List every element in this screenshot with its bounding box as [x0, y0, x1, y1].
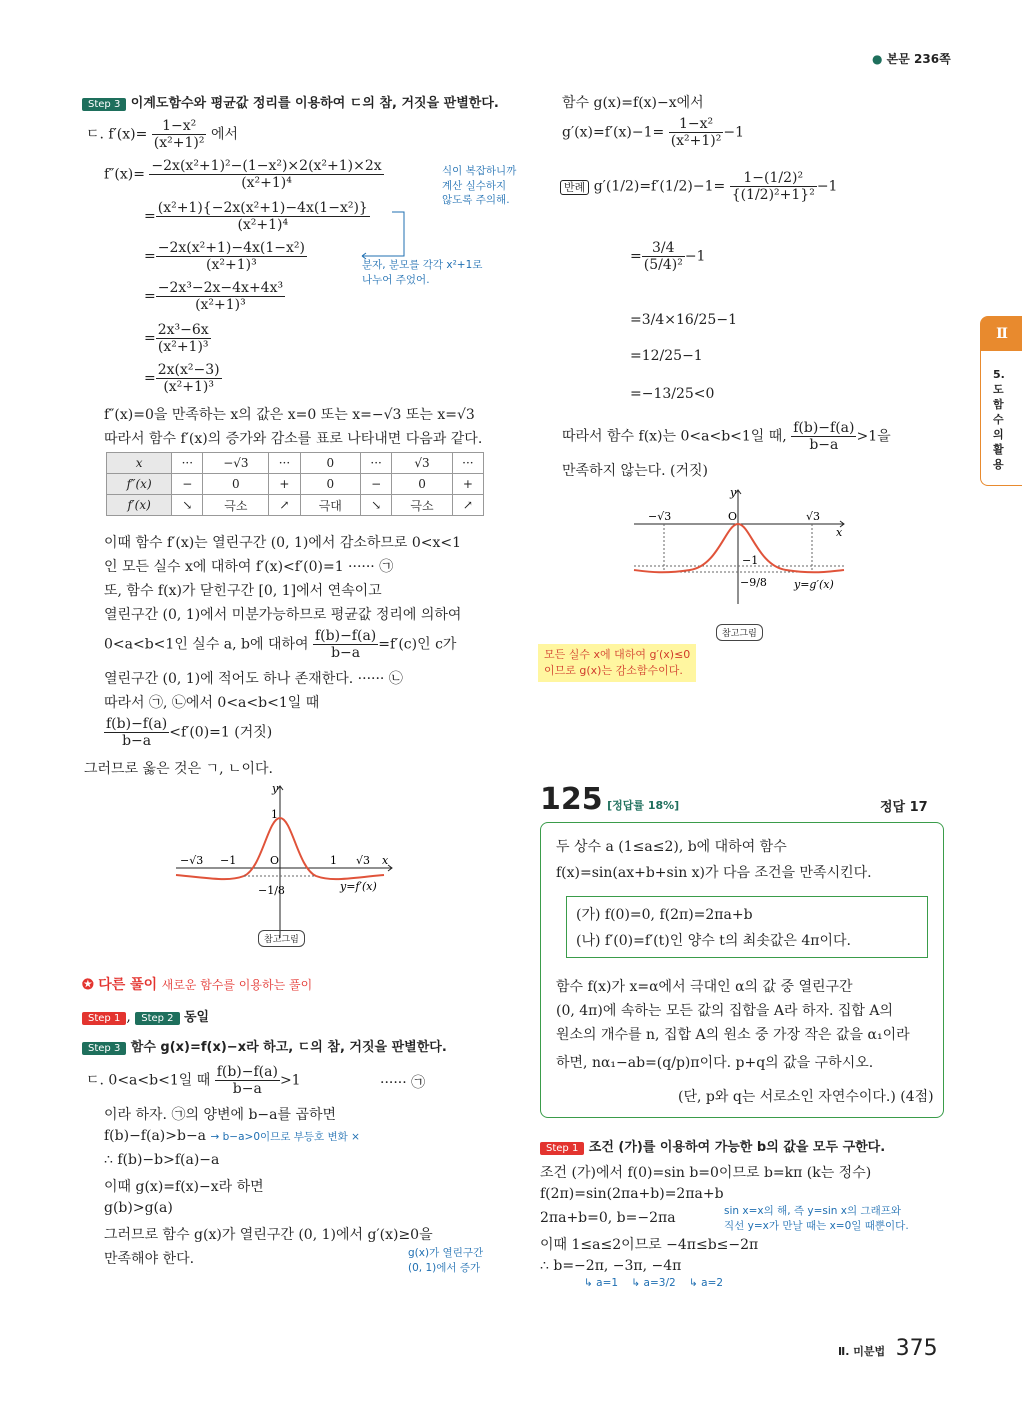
r-line-7: =−13/25<0 — [630, 386, 715, 402]
alt-line-2: 이라 하자. ㉠의 양변에 b−a를 곱하면 — [104, 1107, 337, 1123]
alt-step3: Step 3 함수 g(x)=f(x)−x라 하고, ㄷ의 참, 거짓을 판별한다. — [82, 1036, 447, 1055]
label-one: 1 — [271, 808, 278, 821]
line-7: = $\frac{\text{2x(x²−3)}}{\text{(x²+1)³}}$ — [144, 362, 220, 395]
alt-tag: ······ ㉠ — [380, 1075, 426, 1091]
figure-caption: 참고그림 — [716, 624, 763, 641]
line-3: = $\frac{\text{(x²+1)\{−2x(x²+1)−4x(1−x²)\}}}{\text{(x²+1)⁴}}$ — [144, 200, 368, 233]
chapter-tab[interactable] — [980, 316, 1022, 486]
q-line-7: (단, p와 q는 서로소인 자연수이다.) (4점) — [678, 1089, 934, 1105]
sign-table — [106, 452, 484, 516]
alt-icon: ✪ — [82, 977, 94, 993]
page-reference: ● 본문 236쪽 — [872, 52, 951, 66]
q-line-1: 두 상수 a (1≤a≤2), b에 대하여 함수 — [556, 839, 787, 855]
alt-line-3: f(b)−f(a)>b−a → b−a>0이므로 부등호 변화 × — [104, 1128, 360, 1144]
figure-caption: 참고그림 — [258, 930, 305, 947]
y-label: y — [272, 782, 279, 795]
para-6: 열린구간 (0, 1)에 적어도 하나 존재한다. ······ ㉡ — [104, 671, 403, 687]
q-line-5: 원소의 개수를 n, 집합 A의 원소 중 가장 작은 값을 α₁이라 — [556, 1027, 910, 1043]
note-divide: 분자, 분모를 각각 x²+1로 나누어 주었어. — [362, 259, 483, 286]
sol-line-3: 2πa+b=0, b=−2πa — [540, 1210, 676, 1226]
q-line-2: f(x)=sin(ax+b+sin x)가 다음 조건을 만족시킨다. — [556, 865, 872, 881]
line-2: f″(x)= $\frac{\text{−2x(x²+1)²−(1−x²)×2(x²+1)×2x}}{\text{(x²+1)⁴}}$ — [104, 158, 382, 191]
label-min: −1/8 — [258, 884, 285, 897]
line-6: = $\frac{\text{2x³−6x}}{\text{(x²+1)³}}$ — [144, 322, 209, 355]
label-root3: √3 — [356, 854, 371, 867]
label-neg1: −1 — [220, 854, 237, 867]
sol-line-4: 이때 1≤a≤2이므로 −4π≤b≤−2π — [540, 1237, 759, 1253]
step3-header — [82, 92, 499, 111]
chapter-title: 5. 도함수의 활용 — [993, 368, 1005, 471]
alt-line-7: 그러므로 함수 g(x)가 열린구간 (0, 1)에서 g′(x)≥0을 — [104, 1227, 433, 1243]
problem-number: 125 [정답률 18%] — [540, 782, 680, 817]
para-4: 열린구간 (0, 1)에서 미분가능하므로 평균값 정리에 의하여 — [104, 607, 462, 623]
label-pos1: 1 — [330, 854, 337, 867]
label-neg-root3: −√3 — [180, 854, 204, 867]
alt-steps: Step 1 , Step 2 동일 — [82, 1006, 209, 1025]
para-7: 따라서 ㉠, ㉡에서 0<a<b<1일 때 — [104, 695, 320, 711]
highlight-note: 모든 실수 x에 대하여 g′(x)≤0 이므로 g(x)는 감소함수이다. — [538, 644, 696, 682]
table-row: f″(x) − 0 + 0 − 0 + — [107, 474, 484, 495]
step-badge: Step 3 — [82, 98, 126, 111]
label-min: −9/8 — [740, 576, 767, 589]
line-8: f″(x)=0을 만족하는 x의 값은 x=0 또는 x=−√3 또는 x=√3 — [104, 407, 475, 423]
alt-line-6: g(b)>g(a) — [104, 1200, 173, 1216]
alt-line-8: 만족해야 한다. — [104, 1251, 195, 1267]
condition-b: (나) f′(0)=f′(t)인 양수 t의 최솟값은 4π이다. — [576, 933, 851, 949]
r-line-2: g′(x)=f′(x)−1= $\frac{\text{1−x²}}{\text{(x²+1)²}}$ −1 — [562, 116, 745, 149]
page-number: 375 — [895, 1336, 938, 1361]
alt-note-increase: g(x)가 열린구간 (0, 1)에서 증가 — [408, 1247, 484, 1274]
r-line-6: =12/25−1 — [630, 348, 703, 364]
r-line-9: 만족하지 않는다. (거짓) — [562, 463, 708, 479]
line-9: 따라서 함수 f′(x)의 증가와 감소를 표로 나타내면 다음과 같다. — [104, 431, 483, 447]
r-line-8: 따라서 함수 f(x)는 0<a<b<1일 때, $\frac{f(b)-f(a)}{b-a}$ >1을 — [562, 420, 891, 453]
label-root3: √3 — [806, 510, 821, 523]
label-origin: O — [270, 854, 280, 867]
line-1: ㄷ. f′(x)= $\frac{\text{1−x²}}{\text{(x²+1)²}}$ 에서 — [86, 118, 238, 151]
r-line-5: =3/4×16/25−1 — [630, 312, 737, 328]
y-label: y — [730, 486, 737, 499]
circle-icon: ● — [872, 52, 883, 66]
para-8: $\frac{f(b)-f(a)}{b-a}$ <f′(0)=1 (거짓) — [106, 716, 273, 749]
note-careful: 식이 복잡하니까 계산 실수하지 않도록 주의해. — [442, 165, 517, 207]
label-neg-root3: −√3 — [648, 510, 672, 523]
sol-line-2: f(2π)=sin(2πa+b)=2πa+b — [540, 1186, 724, 1202]
alt-note-sign: → b−a>0이므로 부등호 변화 × — [210, 1131, 360, 1143]
sol-line-5: ∴ b=−2π, −3π, −4π — [540, 1258, 682, 1274]
line-4: = $\frac{\text{−2x(x²+1)−4x(1−x²)}}{\text{(x²+1)³}}$ — [144, 240, 305, 273]
label-function: y=g′(x) — [794, 578, 834, 591]
alt-solution-header: ✪ 다른 풀이 새로운 함수를 이용하는 풀이 — [82, 977, 313, 993]
q-line-3: 함수 f(x)가 x=α에서 극대인 α의 값 중 열린구간 — [556, 979, 853, 995]
table-row: f′(x) ↘ 극소 ↗ 극대 ↘ 극소 ↗ — [107, 495, 484, 516]
counterexample-badge: 반례 — [560, 180, 589, 195]
footer — [838, 1336, 938, 1361]
condition-a: (가) f(0)=0, f(2π)=2πa+b — [576, 907, 753, 923]
alt-line-1: ㄷ. 0<a<b<1일 때 $\frac{f(b)-f(a)}{b-a}$ >1 — [86, 1064, 301, 1097]
label-minus1: −1 — [742, 554, 759, 567]
sol-note: sin x=x의 해, 즉 y=sin x의 그래프와 직선 y=x가 만날 때는 x=0일 때뿐이다. — [724, 1205, 909, 1232]
para-3: 또, 함수 f(x)가 닫힌구간 [0, 1]에서 연속이고 — [104, 583, 382, 599]
sol-a-values: ↳ a=1 ↳ a=3/2 ↳ a=2 — [584, 1277, 724, 1289]
problem-answer: 정답 17 — [880, 800, 928, 815]
fraction: $\frac{\text{1−x²}}{\text{(x²+1)²}}$ — [153, 118, 205, 151]
x-label: x — [836, 526, 843, 539]
r-line-1: 함수 g(x)=f(x)−x에서 — [562, 95, 704, 111]
graph-f-prime — [170, 778, 400, 948]
graph-g-prime — [630, 484, 850, 614]
footer-section: Ⅱ. 미분법 — [838, 1345, 886, 1358]
x-label: x — [382, 854, 389, 867]
q-line-6: 하면, nα₁−ab=(q/p)π이다. p+q의 값을 구하시오. — [556, 1055, 874, 1071]
alt-line-4: ∴ f(b)−b>f(a)−a — [104, 1152, 220, 1168]
table-row: x ··· −√3 ··· 0 ··· √3 ··· — [107, 453, 484, 474]
chapter-numeral: Ⅱ — [981, 317, 1022, 351]
para-1: 이때 함수 f′(x)는 열린구간 (0, 1)에서 감소하므로 0<x<1 — [104, 535, 462, 551]
para-5: 0<a<b<1인 실수 a, b에 대하여 $\frac{f(b)-f(a)}{b-a}$ =f′(c)인 c가 — [104, 628, 457, 661]
r-line-3: 반례 g′(1/2)=f′(1/2)−1= $\frac{\text{1−(1/2)²}}{\text{\{(1/2)²+1\}²}}$ −1 — [560, 170, 837, 203]
alt-line-5: 이때 g(x)=f(x)−x라 하면 — [104, 1179, 264, 1195]
sol-step1-header: Step 1 조건 (가)를 이용하여 가능한 b의 값을 모두 구한다. — [540, 1136, 885, 1155]
para-conclusion: 그러므로 옳은 것은 ㄱ, ㄴ이다. — [84, 761, 273, 777]
label-function: y=f′(x) — [340, 880, 377, 893]
step-title: 이계도함수와 평균값 정리를 이용하여 ㄷ의 참, 거짓을 판별한다. — [130, 96, 499, 111]
q-line-4: (0, 4π)에 속하는 모든 값의 집합을 A라 하자. 집합 A의 — [556, 1003, 894, 1019]
label-origin: O — [728, 510, 738, 523]
r-line-4: = $\frac{3/4}{\text{(5/4)²}}$ −1 — [630, 240, 706, 273]
sol-line-1: 조건 (가)에서 f(0)=sin b=0이므로 b=kπ (k는 정수) — [540, 1165, 872, 1181]
line-5: = $\frac{\text{−2x³−2x−4x+4x³}}{\text{(x²+1)³}}$ — [144, 280, 284, 313]
para-2: 인 모든 실수 x에 대하여 f′(x)<f′(0)=1 ······ ㉠ — [104, 559, 394, 575]
note-bracket — [322, 208, 412, 270]
